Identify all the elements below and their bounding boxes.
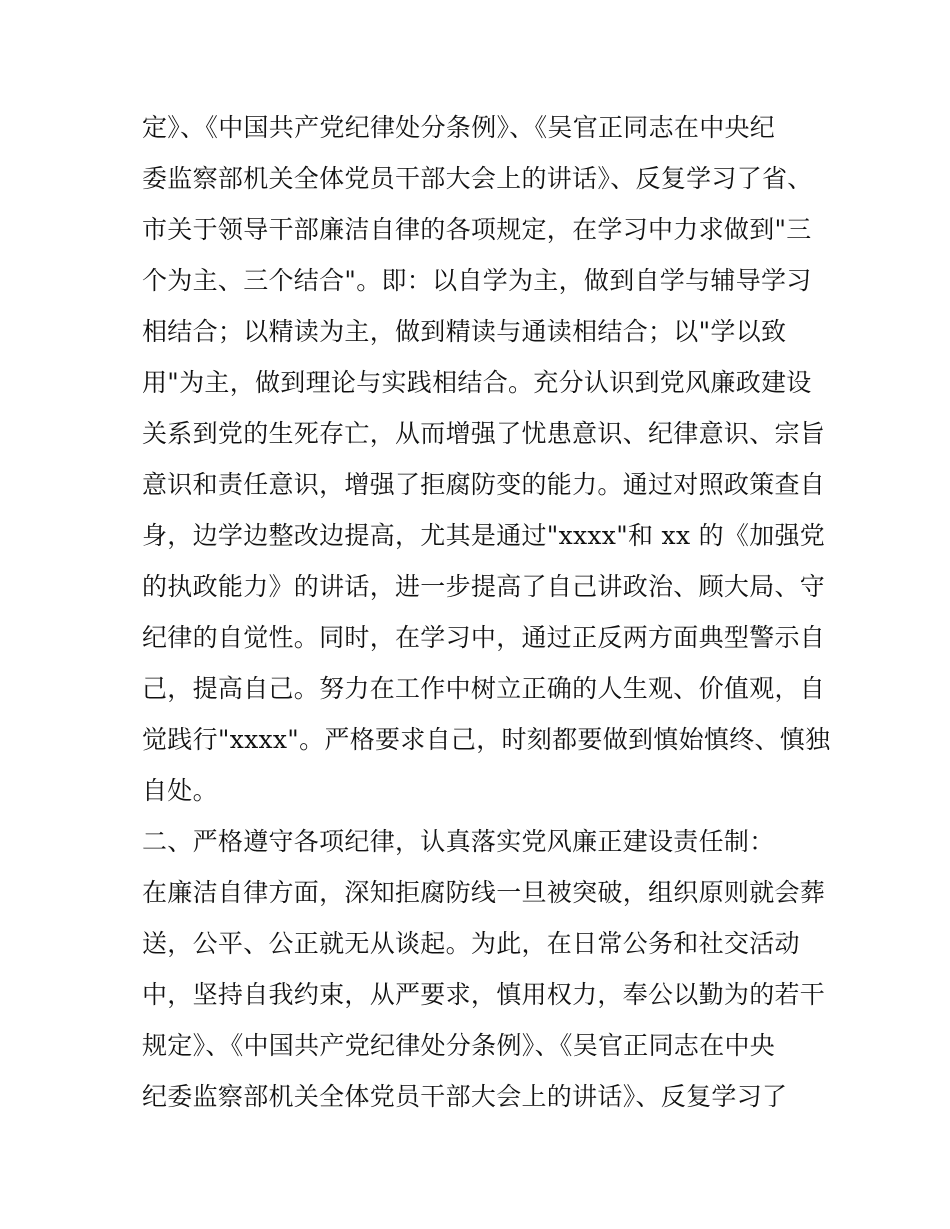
text-line: 纪委监察部机关全体党员干部大会上的讲话》、反复学习了	[142, 1082, 788, 1111]
text-line: 送，公平、公正就无从谈起。为此，在日常公务和社交活动	[142, 929, 800, 958]
text-line: 纪律的自觉性。同时，在学习中，通过正反两方面典型警示自	[142, 623, 826, 652]
section-heading: 二、严格遵守各项纪律，认真落实党风廉正建设责任制：	[142, 827, 775, 856]
text-line: 觉践行"xxxx"。严格要求自己，时刻都要做到慎始慎终、慎独	[142, 725, 831, 754]
text-line: 定》、《中国共产党纪律处分条例》、《吴官正同志在中央纪	[142, 113, 776, 142]
text-line: 中，坚持自我约束，从严要求，慎用权力，奉公以勤为的若干	[142, 980, 826, 1009]
text-line: 市关于领导干部廉洁自律的各项规定，在学习中力求做到"三	[142, 215, 812, 244]
text-line: 自处。	[142, 776, 218, 805]
text-line: 规定》、《中国共产党纪律处分条例》、《吴官正同志在中央	[142, 1031, 776, 1060]
text-line: 用"为主，做到理论与实践相结合。充分认识到党风廉政建设	[142, 368, 812, 397]
text-line: 的执政能力》的讲话，进一步提高了自己讲政治、顾大局、守	[142, 572, 826, 601]
text-line: 个为主、三个结合"。即：以自学为主，做到自学与辅导学习	[142, 266, 812, 295]
text-line: 己，提高自己。努力在工作中树立正确的人生观、价值观，自	[142, 674, 826, 703]
text-line: 身，边学边整改边提高，尤其是通过"xxxx"和 xx 的《加强党	[142, 521, 826, 550]
text-line: 相结合；以精读为主，做到精读与通读相结合；以"学以致	[142, 317, 787, 346]
text-line: 委监察部机关全体党员干部大会上的讲话》、反复学习了省、	[142, 164, 813, 193]
text-line: 关系到党的生死存亡，从而增强了忧患意识、纪律意识、宗旨	[142, 419, 826, 448]
text-line: 意识和责任意识，增强了拒腐防变的能力。通过对照政策查自	[142, 470, 826, 499]
text-line: 在廉洁自律方面，深知拒腐防线一旦被突破，组织原则就会葬	[142, 878, 826, 907]
